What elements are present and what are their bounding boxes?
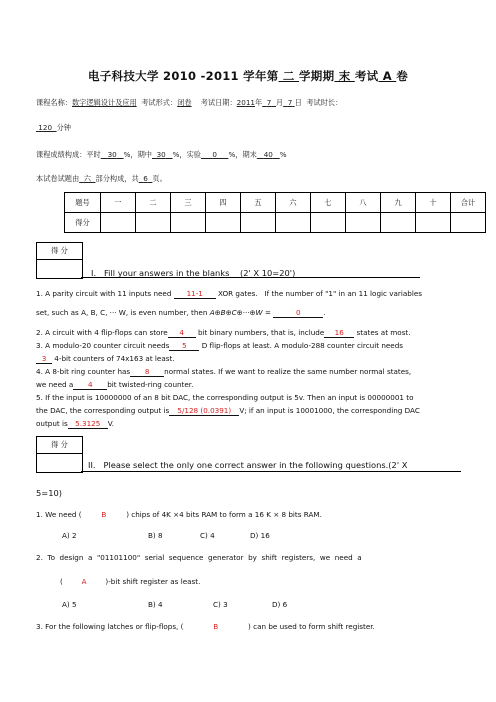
date-unit: 年 (254, 98, 263, 107)
answer-blank: 8 (130, 367, 164, 377)
score-cell[interactable] (381, 213, 416, 233)
lab-label: %，实验 (172, 150, 201, 159)
q-text: output is (36, 419, 68, 428)
q-text: V; if an input is 10001000, the corresponding DAC (239, 406, 420, 415)
section2-title: II. Please select the only one correct answer in the following questions.(2' X (88, 460, 408, 470)
q-text: normal states. If we want to realize the same number normal states, (164, 367, 412, 376)
score-header: 合计 (451, 193, 486, 213)
score-cell[interactable] (171, 213, 206, 233)
s2-q1-option-a: A) 2 (62, 531, 77, 540)
score-header: 八 (346, 193, 381, 213)
date-month-value: 7 (266, 98, 272, 107)
title-part: 电子科技大学 2010 -2011 学年第 (87, 69, 279, 83)
course-info-line (36, 98, 342, 108)
s2-q2-option-a: A) 5 (62, 600, 77, 609)
paper-structure-line (36, 174, 167, 184)
s1-question-4-cont (36, 380, 193, 390)
answer-blank: 3 (36, 354, 52, 364)
s2-q1-option-c: C) 4 (200, 531, 215, 540)
parts-value: 六 (83, 174, 91, 183)
q-text: set, such as A, B, C, ··· W, is even number, then (36, 308, 208, 317)
score-cell[interactable] (241, 213, 276, 233)
q-text: 3. A modulo-20 counter circuit needs (36, 341, 170, 350)
divider (37, 453, 82, 454)
score-cell[interactable] (311, 213, 346, 233)
date-year-b: 11 (245, 98, 255, 107)
s2-question-2: 2. To design a "01101100" serial sequence generator by shift registers, we need a (36, 553, 362, 562)
regular-value: 30 (107, 150, 117, 159)
title-part: 学期期 (298, 69, 335, 83)
formula: A⊕B⊕C⊕···⊕W = (209, 308, 271, 317)
exam-title (0, 68, 496, 84)
q-text: ) chips of 4K ×4 bits RAM to form a 16 K × 8 bits RAM. (126, 510, 322, 519)
section1-score-box[interactable] (36, 242, 83, 279)
answer-blank: 5 (169, 341, 199, 351)
course-label: 课程名称： (36, 98, 72, 107)
s2-question-2-cont (60, 577, 200, 586)
s2-q2-option-b: B) 4 (148, 600, 163, 609)
section2-score-box[interactable] (36, 436, 83, 473)
answer-blank: 0 (273, 308, 323, 318)
q-text: 2. A circuit with 4 flip-flops can store (36, 328, 168, 337)
s1-question-5 (36, 393, 413, 402)
score-header: 六 (276, 193, 311, 213)
q-text: ( (60, 577, 63, 586)
paper-label: 页。 (152, 174, 167, 183)
duration-label: 考试时长： (306, 98, 343, 107)
q-text: ) can be used to form shift register. (248, 622, 375, 631)
s2-q2-option-d: D) 6 (272, 600, 288, 609)
term-value: 二 (278, 69, 299, 83)
final-weight (257, 150, 280, 159)
q-text: 1. A parity circuit with 11 inputs need (36, 289, 172, 298)
s2-question-3 (36, 622, 375, 631)
date-month (262, 98, 276, 107)
s1-question-3 (36, 341, 403, 351)
date-unit: 日 (294, 98, 302, 107)
grade-composition-line (36, 150, 287, 160)
s1-question-2 (36, 328, 411, 338)
score-table-score-row (65, 213, 486, 233)
date-unit: 月 (275, 98, 284, 107)
answer-blank: 16 (324, 328, 354, 338)
score-header: 五 (241, 193, 276, 213)
score-box-label: 得 分 (51, 440, 68, 449)
date-label: 考试日期： (200, 98, 237, 107)
duration-value (36, 123, 57, 132)
parts-count (79, 174, 95, 183)
midterm-weight (152, 150, 173, 159)
q-text: . (323, 308, 326, 317)
final-value: 40 (263, 150, 273, 159)
score-header: 一 (101, 193, 136, 213)
answer-blank: 4 (73, 380, 107, 390)
midterm-value: 30 (156, 150, 166, 159)
score-table-header-row (65, 193, 486, 213)
score-table (64, 192, 486, 233)
s1-question-1-cont (36, 308, 326, 318)
s1-question-5-cont (36, 406, 420, 416)
score-header: 七 (311, 193, 346, 213)
score-cell[interactable] (276, 213, 311, 233)
score-header: 九 (381, 193, 416, 213)
q-text: )-bit shift register as least. (105, 577, 201, 586)
exam-form: 闭卷 (177, 98, 192, 107)
q-text: V. (107, 419, 115, 428)
divider (37, 259, 82, 260)
exam-type-value: A (378, 69, 397, 83)
score-header: 三 (171, 193, 206, 213)
score-box-label: 得 分 (51, 246, 68, 255)
choice-answer: B (213, 622, 219, 631)
q-text: D flip-flops at least. A modulo-288 counter circuit needs (201, 341, 404, 350)
answer-blank: 11-1 (174, 289, 216, 299)
q-text: 1. We need ( (36, 510, 82, 519)
lab-weight (201, 150, 228, 159)
s1-question-1 (36, 289, 422, 299)
q-text: we need a (36, 380, 74, 389)
section2-title-cont: 5=10) (36, 488, 63, 498)
title-part: 卷 (396, 69, 409, 83)
q-text: bit twisted-ring counter. (107, 380, 194, 389)
q-text: the DAC, the corresponding output is (36, 406, 170, 415)
q-text: states at most. (356, 328, 411, 337)
midterm-label: %，期中 (123, 150, 152, 159)
paper-label: 部分构成，共 (95, 174, 139, 183)
q-text: 4. A 8-bit ring counter has (36, 367, 131, 376)
score-header: 十 (416, 193, 451, 213)
s2-question-1 (36, 510, 322, 519)
score-cell[interactable] (416, 213, 451, 233)
lab-value: 0 (212, 150, 217, 159)
duration-unit: 分钟 (56, 123, 71, 132)
s2-q2-option-c: C) 3 (213, 600, 228, 609)
score-cell[interactable] (136, 213, 171, 233)
score-header: 四 (206, 193, 241, 213)
score-cell[interactable] (346, 213, 381, 233)
section2-rule (81, 471, 461, 472)
date-year (237, 98, 255, 107)
pages-value: 6 (143, 174, 148, 183)
q-text: 4-bit counters of 74x163 at least. (54, 354, 175, 363)
score-cell[interactable] (206, 213, 241, 233)
final-label: %，期末 (228, 150, 257, 159)
answer-blank: 5/128 (0.0391) (169, 406, 239, 416)
s1-question-4 (36, 367, 411, 377)
section1-title: I. Fill your answers in the blanks (2' X 10=20') (91, 268, 296, 278)
form-label: 考试形式： (141, 98, 178, 107)
s2-q1-option-b: B) 8 (148, 531, 163, 540)
score-cell[interactable] (101, 213, 136, 233)
choice-answer: B (101, 510, 107, 519)
score-header: 题号 (65, 193, 101, 213)
title-part: 考试 (354, 69, 379, 83)
pages-count (139, 174, 153, 183)
composition-label: 课程成绩构成：平时 (36, 150, 101, 159)
regular-weight (101, 150, 124, 159)
answer-blank: 4 (168, 328, 196, 338)
duration-line (36, 123, 71, 133)
percent-sign: % (279, 150, 287, 159)
duration-number: 120 (38, 123, 53, 132)
date-day (283, 98, 294, 107)
paper-label: 本试卷试题由 (36, 174, 80, 183)
q-text: 3. For the following latches or flip-flops, ( (36, 622, 184, 631)
end-value: 末 (334, 69, 355, 83)
score-header: 二 (136, 193, 171, 213)
choice-answer: A (81, 577, 87, 586)
q-text: 5. If the input is 10000000 of an 8 bit DAC, the corresponding output is 5v. Then an input is 00000001 to (36, 393, 414, 402)
s2-q1-option-d: D) 16 (250, 531, 270, 540)
s1-question-5-cont2 (36, 419, 114, 429)
course-name: 数字逻辑设计及应用 (71, 98, 137, 107)
answer-blank: 5.3125 (68, 419, 108, 429)
q-text: bit binary numbers, that is, include (197, 328, 325, 337)
score-cell[interactable] (451, 213, 486, 233)
date-day-value: 7 (287, 98, 293, 107)
q-text: XOR gates. If the number of "1" in an 11 logic variables (218, 289, 422, 298)
date-year-a: 20 (236, 98, 246, 107)
score-row-label: 得分 (65, 213, 101, 233)
s1-question-3-cont (36, 354, 175, 364)
